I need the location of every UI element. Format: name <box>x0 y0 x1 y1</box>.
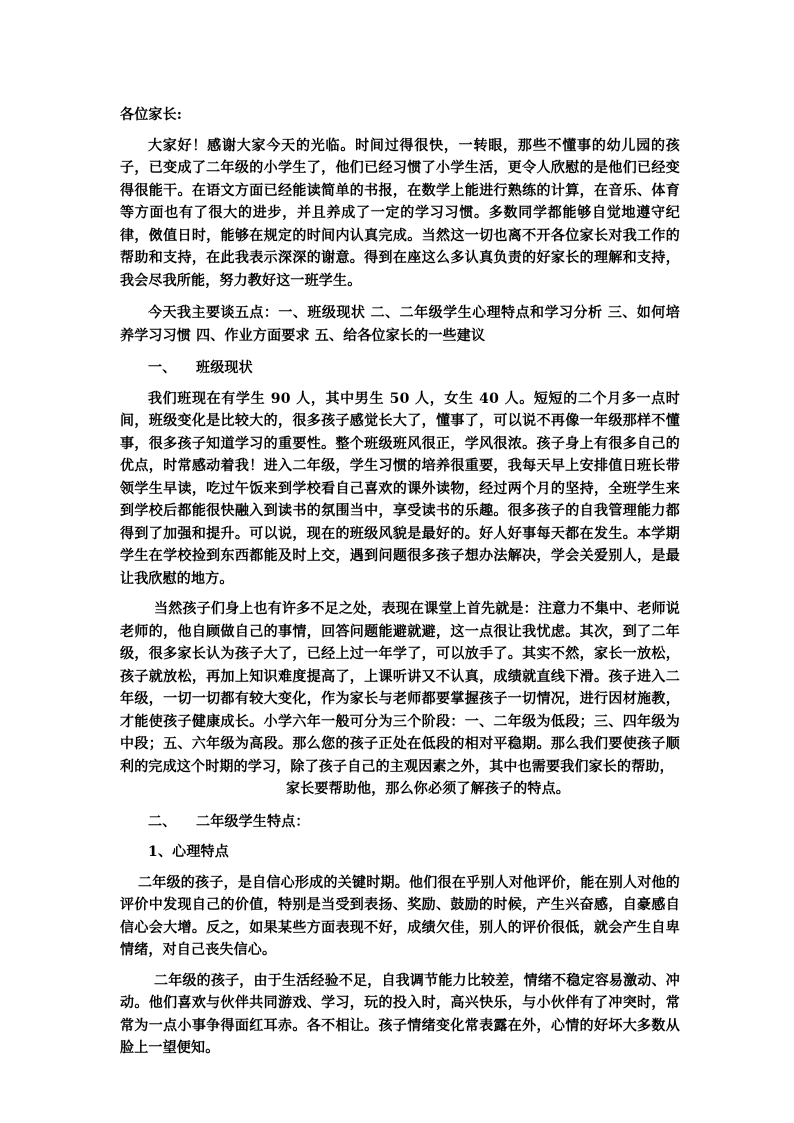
outline-paragraph: 今天我主要谈五点：一、班级现状 二、二年级学生心理特点和学习分析 三、如何培养学习习惯 四、作业方面要求 五、给各位家长的一些建议 <box>120 305 680 344</box>
section-heading-characteristics <box>120 811 680 834</box>
letter-page <box>120 104 680 1060</box>
psych-paragraph-2: 二年级的孩子，由于生活经验不足，自我调节能力比较差，情绪不稳定容易激动、冲动。他们喜欢与伙伴共同游戏、学习，玩的投入时，高兴快乐，与小伙伴有了冲突时，常常为一点小事争得面红耳赤。各不相让。孩子情绪变化常表露在外，心情的好坏大多数从脸上一望便知。 <box>120 972 680 1056</box>
greeting: 各位家长: <box>120 107 183 123</box>
section-title: 二年级学生特点： <box>196 813 310 830</box>
section-heading-class-status <box>120 357 680 380</box>
section-number: 一、 <box>148 360 177 376</box>
class-status-paragraph: 我们班现在有学生 90 人，其中男生 50 人，女生 40 人。短短的二个月多一点时间，班级变化是比较大的，很多孩子感觉长大了，懂事了，可以说不再像一年级那样不懂事，很多孩子知道学习的重要性。整个班级班风很正，学风很浓。孩子身上有很多自己的优点，时常感动着我！进入二年级，学生习惯的培养很重要，我每天早上安排值日班长带领学生早读，吃过午饭来到学校看自己喜欢的课外读物，经过两个月的坚持，全班学生来到学校后都能很快融入到读书的氛围当中，享受读书的乐趣。很多孩子的自我管理能力都得到了加强和提升。可以说，现在的班级风貌是最好的。好人好事每天都在发生。本学期学生在学校捡到东西都能及时上交，遇到问题很多孩子想办法解决，学会关爱别人，是最让我欣慰的地方。 <box>120 390 680 587</box>
subsection-heading-psychology: 1、心理特点 <box>148 844 229 860</box>
shortcomings-last-line: 家长要帮助他，那么你必须了解孩子的特点。 <box>286 781 570 797</box>
psych-paragraph-1: 二年级的孩子，是自信心形成的关键时期。他们很在乎别人对他评价，能在别人对他的评价中发现自己的价值，特别是当受到表扬、奖励、鼓励的时候，产生兴奋感，自豪感自信心会大增。反之，如果某些方面表现不好，成绩欠佳，别人的评价很低，就会产生自卑情绪，对自己丧失信心。 <box>120 874 680 958</box>
intro-paragraph: 大家好！感谢大家今天的光临。时间过得很快，一转眼，那些不懂事的幼儿园的孩子，已变成了二年级的小学生了，他们已经习惯了小学生活，更令人欣慰的是他们已经变得很能干。在语文方面已经能读简单的书报，在数学上能进行熟练的计算，在音乐、体育等方面也有了很大的进步，并且养成了一定的学习习惯。多数同学都能够自觉地遵守纪律，傚值日时，能够在规定的时间内认真完成。当然这一切也离不开各位家长对我工作的帮助和支持，在此我表示深深的谢意。得到在座这么多认真负责的好家长的理解和支持，我会尽我所能，努力教好这一班学生。 <box>120 137 680 289</box>
section-number: 二、 <box>148 813 177 830</box>
section-title: 班级现状 <box>196 360 253 376</box>
shortcomings-paragraph: 当然孩子们身上也有许多不足之处，表现在课堂上首先就是：注意力不集中、老师说老师的，他自顾做自己的事情，回答问题能避就避，这一点很让我忧虑。其次，到了二年级，很多家长认为孩子大了，已经上过一年学了，可以放手了。其实不然，家长一放松，孩子就放松，再加上知识难度提高了，上课听讲又不认真，成绩就直线下滑。孩子进入二年级，一切一切都有较大变化，作为家长与老师都要掌握孩子一切情况，进行因材施教，才能使孩子健康成长。小学六年一般可分为三个阶段：一、二年级为低段；三、四年级为中段；五、六年级为高段。那么您的孩子正处在低段的相对平稳期。那么我们要使孩子顺利的完成这个时期的学习，除了孩子自己的主观因素之外，其中也需要我们家长的帮助， <box>120 601 680 775</box>
